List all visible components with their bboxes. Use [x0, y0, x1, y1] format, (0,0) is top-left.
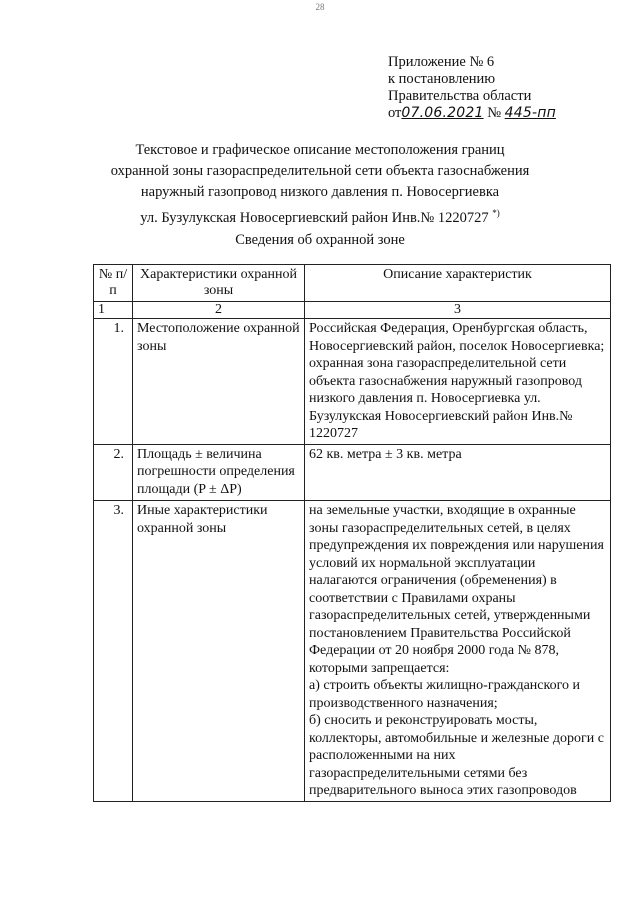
restriction-item-b: б) сносить и реконструировать мосты, коллекторы, автомобильные и железные дороги с расположенными на них газораспределительными сетями без предварительного выноса этих газопроводов	[309, 713, 604, 798]
row-characteristic: Местоположение охранной зоны	[133, 319, 305, 445]
table-row	[94, 501, 611, 802]
restriction-item-a: а) строить объекты жилищно-гражданского и производственного назначения;	[309, 678, 580, 711]
date-prefix: от	[388, 105, 402, 121]
title-line-3: наружный газопровод низкого давления п. Новосергиевка	[140, 184, 500, 200]
protection-zone-table	[93, 264, 611, 802]
page-bottom-margin	[0, 832, 640, 905]
header-index: № п/п	[94, 265, 133, 302]
column-number-row	[94, 302, 611, 319]
row-description: 62 кв. метра ± 3 кв. метра	[305, 444, 611, 501]
appendix-line-2: к постановлению	[388, 71, 496, 87]
row-index: 2.	[94, 444, 133, 501]
number-prefix: №	[487, 105, 502, 121]
title-line-4-text: ул. Бузулукская Новосергиевский район Инв.№ 1220727	[140, 209, 489, 226]
row-index: 1.	[94, 319, 133, 445]
table-row	[94, 319, 611, 445]
title-line-1: Текстовое и графическое описание местоположения границ	[135, 142, 505, 158]
appendix-date-line	[388, 105, 556, 122]
appendix-title: Приложение № 6	[388, 54, 495, 70]
appendix-line-3: Правительства области	[388, 88, 532, 104]
title-line-2: охранной зоны газораспределительной сети объекта газоснабжения	[110, 163, 530, 179]
page-number: 28	[315, 2, 325, 12]
column-number-2: 2	[133, 302, 305, 319]
title-line-4	[0, 203, 640, 229]
footnote-mark: *)	[492, 208, 500, 218]
row-characteristic: Иные характеристики охранной зоны	[133, 501, 305, 802]
column-number-3: 3	[305, 302, 611, 319]
handwritten-date: 07.06.2021	[401, 105, 484, 121]
handwritten-number: 445-пп	[504, 105, 556, 121]
section-title: Сведения об охранной зоне	[235, 232, 405, 248]
column-number-1: 1	[94, 302, 133, 319]
row-index: 3.	[94, 501, 133, 802]
row-description: Российская Федерация, Оренбургская область, Новосергиевский район, поселок Новосергиевка; охранная зона газораспределительной сети объекта газоснабжения наружный газопровод низкого давления п. Новосергиевка ул. Бузулукская Новосергиевский район Инв.№ 1220727	[305, 319, 611, 445]
header-characteristic: Характеристики охранной зоны	[133, 265, 305, 302]
table-header-row	[94, 265, 611, 302]
document-title	[0, 140, 640, 229]
table-row	[94, 444, 611, 501]
row-characteristic: Площадь ± величина погрешности определения площади (P ± ΔP)	[133, 444, 305, 501]
header-description: Описание характеристик	[305, 265, 611, 302]
row-description-cell	[305, 501, 611, 802]
row-description: на земельные участки, входящие в охранные зоны газораспределительных сетей, в целях предупреждения их повреждения или нарушения условий их нормальной эксплуатации налагаются ограничения (обременения) в соответствии с Правилами охраны газораспределительных сетей, утвержденными постановлением Правительства Российской Федерации от 20 ноября 2000 года № 878, которыми запрещается:	[309, 503, 604, 676]
appendix-block	[388, 54, 556, 122]
